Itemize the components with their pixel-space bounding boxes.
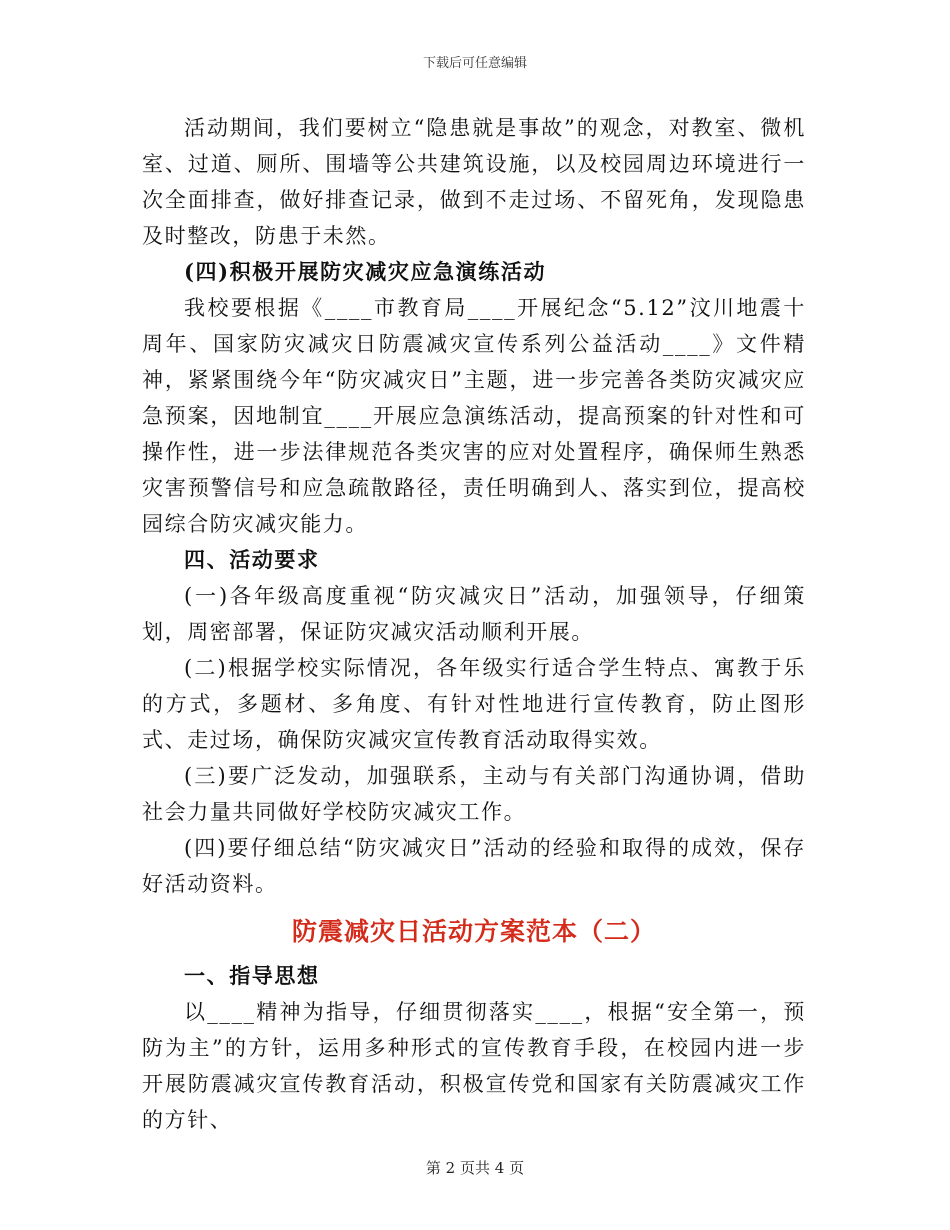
page-number: 第 2 页共 4 页 — [425, 1159, 525, 1177]
document-title-part-two: 防震减灾日活动方案范本（二） — [291, 917, 656, 946]
requirement-item-4: (四)要仔细总结“防灾减灾日”活动的经验和取得的成效，保存好活动资料。 — [142, 836, 806, 896]
paragraph-guiding-idea: 以____精神为指导，仔细贯彻落实____，根据“安全第一，预防为主”的方针，运用多种形式的宣传教育手段，在校园内进一步开展防震减灾宣传教育活动，积极宣传党和国家有关防震减灾工作的方针、 — [142, 1000, 806, 1132]
section-heading-guiding-idea: 一、指导思想 — [184, 963, 320, 988]
requirement-item-2: (二)根据学校实际情况，各年级实行适合学生特点、寓教于乐的方式，多题材、多角度、有针对性地进行宣传教育，防止图形式、走过场，确保防灾减灾宣传教育活动取得实效。 — [142, 656, 806, 752]
document-body — [142, 110, 806, 1138]
requirement-item-1: (一)各年级高度重视“防灾减灾日”活动，加强领导，仔细策划，周密部署，保证防灾减灾活动顺利开展。 — [142, 584, 806, 644]
requirement-item-3: (三)要广泛发动，加强联系，主动与有关部门沟通协调，借助社会力量共同做好学校防灾减灾工作。 — [142, 764, 806, 824]
section-heading-drill: (四)积极开展防灾减灾应急演练活动 — [184, 259, 547, 284]
page-header-note: 下载后可任意编辑 — [422, 56, 527, 71]
section-heading-requirements: 四、活动要求 — [184, 547, 320, 572]
paragraph-drill: 我校要根据《____市教育局____开展纪念“5.12”汶川地震十周年、国家防灾减灾日防震减灾宣传系列公益活动____》文件精神，紧紧围绕今年“防灾减灾日”主题，进一步完善各类防灾减灾应急预案，因地制宜____开展应急演练活动，提高预案的针对性和可操作性，进一步法律规范各类灾害的应对处置程序，确保师生熟悉灾害预警信号和应急疏散路径，责任明确到人、落实到位，提高校园综合防灾减灾能力。 — [142, 296, 806, 536]
paragraph-inspection: 活动期间，我们要树立“隐患就是事故”的观念，对教室、微机室、过道、厕所、围墙等公共建筑设施，以及校园周边环境进行一次全面排查，做好排查记录，做到不走过场、不留死角，发现隐患及时整改，防患于未然。 — [142, 116, 806, 248]
